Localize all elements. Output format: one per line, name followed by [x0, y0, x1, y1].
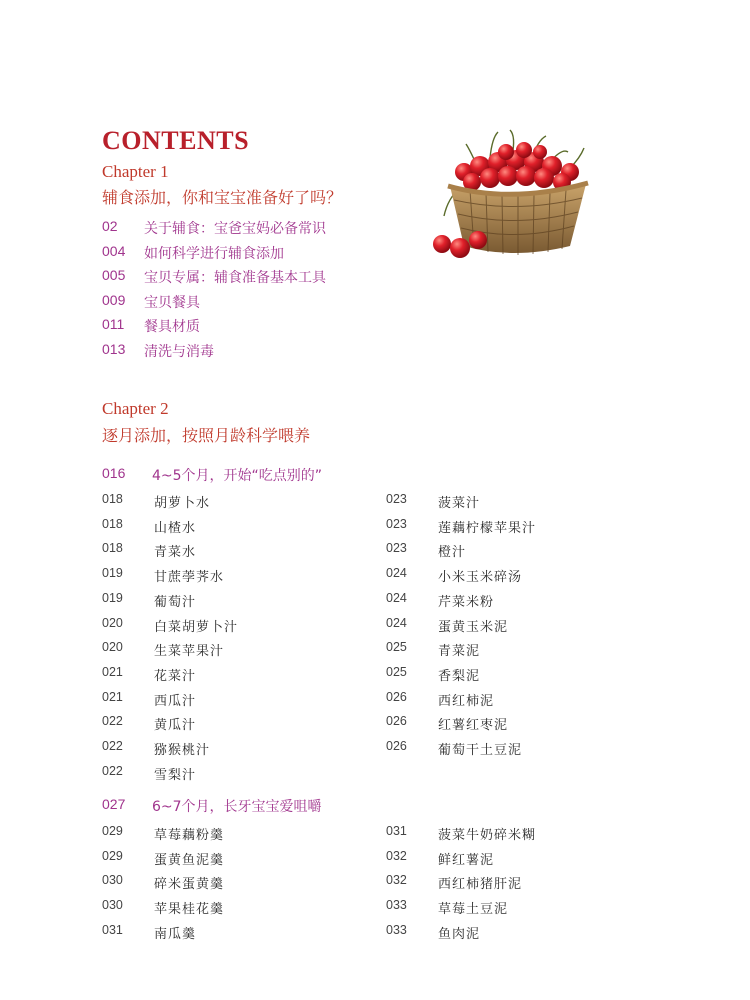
recipe-title: 西瓜汁: [154, 693, 197, 709]
recipe-title: 鱼肉泥: [438, 926, 481, 942]
page-number: 024: [386, 615, 407, 630]
page-number: 027: [102, 796, 126, 812]
recipe-title: 草莓藕粉羹: [154, 828, 225, 843]
recipe-title: 西红柿泥: [438, 693, 495, 709]
page-number: 009: [102, 292, 126, 308]
entry-title: 清洗与消毒: [144, 344, 214, 360]
page-number: 016: [102, 465, 126, 481]
recipe-title: 菠菜牛奶碎米糊: [438, 828, 537, 843]
page-number: 029: [102, 824, 123, 838]
recipe-title: 南瓜羹: [154, 926, 197, 942]
page-number: 030: [102, 873, 123, 888]
page-number: 030: [102, 898, 123, 913]
chapter-2-label: Chapter 2: [102, 399, 169, 418]
page-number: 024: [386, 566, 407, 581]
recipe-title: 小米玉米碎汤: [438, 570, 523, 586]
page-number: 022: [102, 714, 123, 729]
recipe-title: 芹菜米粉: [438, 594, 495, 610]
page-number: 019: [102, 566, 123, 581]
page-number: 021: [102, 664, 123, 679]
chapter-1-heading: 辅食添加，你和宝宝准备好了吗？: [102, 188, 343, 207]
recipe-title: 西红柿猪肝泥: [438, 877, 523, 893]
page-number: 022: [102, 763, 123, 778]
recipe-title: 草莓土豆泥: [438, 902, 509, 918]
page-number: 020: [102, 640, 123, 655]
recipe-title: 山楂水: [154, 520, 197, 536]
page-number: 025: [386, 640, 407, 655]
page-number: 023: [386, 516, 407, 531]
page-number: 033: [386, 898, 407, 913]
page-number: 022: [102, 739, 123, 753]
page-number: 021: [102, 689, 123, 704]
entry-title: 宝贝餐具: [144, 295, 200, 311]
recipe-title: 甘蔗荸荠水: [154, 570, 225, 586]
page-number: 02: [102, 218, 118, 234]
section-title: 4~5个月，开始“吃点别的”: [152, 468, 323, 484]
recipe-title: 青菜泥: [438, 644, 481, 660]
page-number: 004: [102, 243, 126, 259]
entry-title: 宝贝专属：辅食准备基本工具: [144, 270, 326, 286]
entry-title: 关于辅食：宝爸宝妈必备常识: [144, 221, 326, 237]
page-number: 031: [386, 824, 407, 838]
recipe-title: 蛋黄玉米泥: [438, 619, 509, 635]
page-number: 018: [102, 541, 123, 556]
page-number: 031: [102, 922, 123, 937]
recipe-title: 苹果桂花羹: [154, 902, 225, 918]
recipe-title: 菠菜汁: [438, 496, 481, 511]
page-number: 023: [386, 492, 407, 506]
recipe-title: 橙汁: [438, 545, 467, 561]
chapter-2-heading: 逐月添加，按照月龄科学喂养: [102, 426, 311, 445]
page-number: 032: [386, 848, 407, 863]
recipe-title: 白菜胡萝卜汁: [154, 619, 239, 635]
page-number: 026: [386, 739, 407, 753]
recipe-title: 鲜红薯泥: [438, 852, 495, 868]
page-number: 033: [386, 922, 407, 937]
recipe-title: 莲藕柠檬苹果汁: [438, 520, 537, 536]
entry-title: 如何科学进行辅食添加: [144, 246, 284, 262]
page-number: 032: [386, 873, 407, 888]
section-title: 6~7个月，长牙宝宝爱咀嚼: [152, 799, 322, 815]
recipe-title: 青菜水: [154, 545, 197, 561]
chapter-1-label: Chapter 1: [102, 162, 169, 181]
page-number: 024: [386, 590, 407, 605]
page-number: 020: [102, 615, 123, 630]
recipe-title: 碎米蛋黄羹: [154, 877, 225, 893]
recipe-title: 黄瓜汁: [154, 718, 197, 734]
recipe-title: 生菜苹果汁: [154, 644, 225, 660]
page-title: CONTENTS: [102, 126, 250, 155]
recipe-title: 蛋黄鱼泥羹: [154, 852, 225, 868]
page-number: 011: [102, 316, 125, 332]
page-number: 018: [102, 516, 123, 531]
recipe-title: 葡萄干土豆泥: [438, 743, 523, 758]
recipe-title: 红薯红枣泥: [438, 718, 509, 734]
page-number: 019: [102, 590, 123, 605]
recipe-title: 花菜汁: [154, 668, 197, 684]
page-number: 013: [102, 341, 126, 357]
recipe-title: 雪梨汁: [154, 767, 197, 783]
page-number: 026: [386, 714, 407, 729]
recipe-title: 葡萄汁: [154, 594, 197, 610]
page-number: 029: [102, 848, 123, 863]
page-number: 026: [386, 689, 407, 704]
page-number: 005: [102, 267, 126, 283]
cherry-basket-icon: [420, 128, 602, 268]
page-number: 018: [102, 492, 123, 506]
page-number: 023: [386, 541, 407, 556]
recipe-title: 猕猴桃汁: [154, 743, 211, 758]
page-number: 025: [386, 664, 407, 679]
recipe-title: 香梨泥: [438, 668, 481, 684]
entry-title: 餐具材质: [144, 319, 200, 335]
recipe-title: 胡萝卜水: [154, 496, 211, 511]
